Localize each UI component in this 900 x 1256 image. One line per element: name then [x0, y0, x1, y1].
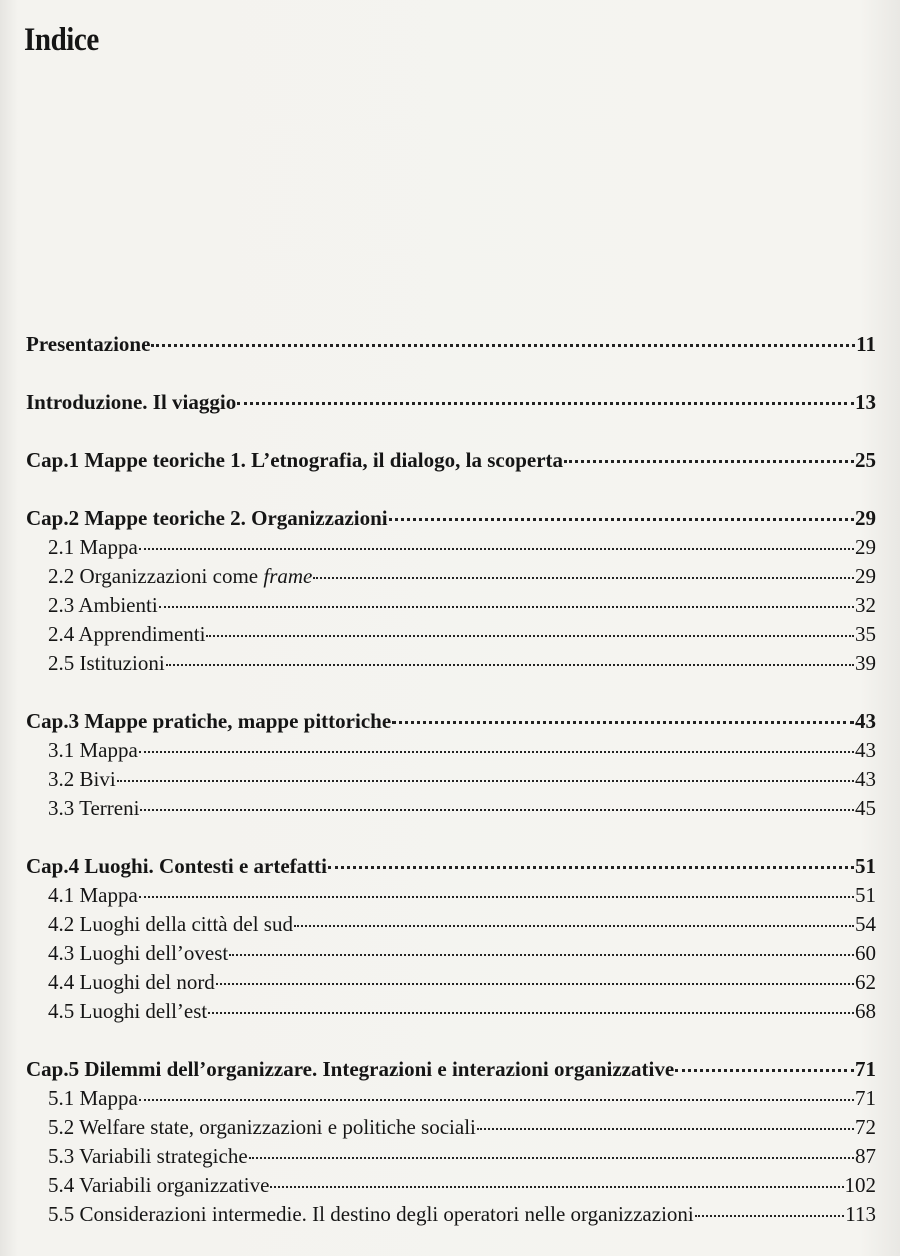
- table-of-contents: [26, 330, 876, 1229]
- toc-chapter-entry: [26, 504, 876, 533]
- toc-page-number: 60: [855, 941, 876, 965]
- toc-page-number: 113: [845, 1202, 876, 1226]
- toc-section-entry: [26, 562, 876, 591]
- toc-section-entry: [26, 881, 876, 910]
- toc-dot-leader: [140, 809, 854, 811]
- toc-entry-label: 5.1 Mappa: [48, 1086, 138, 1110]
- toc-section-entry: [26, 997, 876, 1026]
- toc-dot-leader: [139, 1099, 854, 1101]
- toc-dot-leader: [477, 1128, 854, 1130]
- toc-dot-leader: [675, 1069, 854, 1072]
- toc-dot-leader: [139, 548, 854, 550]
- toc-chapter-entry: [26, 852, 876, 881]
- toc-page-number: 43: [855, 767, 876, 791]
- toc-spacer: [26, 475, 876, 504]
- toc-entry-label: 4.5 Luoghi dell’est: [48, 999, 208, 1023]
- toc-dot-leader: [139, 751, 854, 753]
- toc-entry-label: 5.2 Welfare state, organizzazioni e politiche sociali: [48, 1115, 476, 1139]
- toc-entry-label: 3.1 Mappa: [48, 738, 138, 762]
- toc-page-number: 43: [855, 709, 876, 733]
- toc-dot-leader: [237, 402, 854, 405]
- toc-dot-leader: [216, 983, 854, 985]
- toc-entry-label: Cap.5 Dilemmi dell’organizzare. Integrazioni e interazioni organizzative: [26, 1057, 675, 1081]
- toc-section-entry: [26, 968, 876, 997]
- toc-dot-leader: [249, 1157, 854, 1159]
- toc-dot-leader: [392, 721, 854, 724]
- toc-page-number: 32: [855, 593, 876, 617]
- toc-chapter-entry: [26, 446, 876, 475]
- toc-dot-leader: [328, 866, 854, 869]
- toc-page-number: 29: [855, 535, 876, 559]
- toc-page-number: 51: [855, 854, 876, 878]
- toc-spacer: [26, 823, 876, 852]
- toc-page-number: 39: [855, 651, 876, 675]
- toc-section-entry: [26, 620, 876, 649]
- toc-page-number: 11: [856, 332, 876, 356]
- toc-dot-leader: [695, 1215, 845, 1217]
- toc-entry-label: 2.2 Organizzazioni come frame: [48, 564, 313, 588]
- toc-section-entry: [26, 939, 876, 968]
- toc-section-entry: [26, 736, 876, 765]
- toc-page-number: 87: [855, 1144, 876, 1168]
- toc-entry-label: 3.2 Bivi: [48, 767, 116, 791]
- toc-entry-label: Cap.1 Mappe teoriche 1. L’etnografia, il dialogo, la scoperta: [26, 448, 564, 472]
- toc-entry-label: Introduzione. Il viaggio: [26, 390, 237, 414]
- toc-dot-leader: [389, 518, 854, 521]
- toc-section-entry: [26, 1200, 876, 1229]
- toc-dot-leader: [564, 460, 854, 463]
- toc-entry-label: 5.4 Variabili organizzative: [48, 1173, 270, 1197]
- toc-page-number: 45: [855, 796, 876, 820]
- toc-section-entry: [26, 649, 876, 678]
- toc-entry-label: 2.5 Istituzioni: [48, 651, 165, 675]
- toc-section-entry: [26, 765, 876, 794]
- toc-dot-leader: [139, 896, 854, 898]
- toc-page-number: 71: [855, 1057, 876, 1081]
- toc-dot-leader: [151, 344, 855, 347]
- toc-chapter-entry: [26, 388, 876, 417]
- toc-page-number: 13: [855, 390, 876, 414]
- toc-dot-leader: [206, 635, 854, 637]
- toc-section-entry: [26, 533, 876, 562]
- toc-spacer: [26, 359, 876, 388]
- toc-entry-label: Cap.2 Mappe teoriche 2. Organizzazioni: [26, 506, 388, 530]
- toc-entry-label: 4.3 Luoghi dell’ovest: [48, 941, 229, 965]
- toc-page-number: 62: [855, 970, 876, 994]
- toc-chapter-entry: [26, 330, 876, 359]
- toc-dot-leader: [208, 1012, 854, 1014]
- toc-spacer: [26, 1026, 876, 1055]
- toc-page-number: 72: [855, 1115, 876, 1139]
- toc-chapter-entry: [26, 1055, 876, 1084]
- toc-section-entry: [26, 1142, 876, 1171]
- toc-entry-label: 5.3 Variabili strategiche: [48, 1144, 248, 1168]
- toc-dot-leader: [313, 577, 854, 579]
- toc-page-number: 51: [855, 883, 876, 907]
- toc-entry-label-italic: frame: [263, 564, 313, 588]
- toc-entry-label: 5.5 Considerazioni intermedie. Il destino degli operatori nelle organizzazioni: [48, 1202, 694, 1226]
- toc-spacer: [26, 678, 876, 707]
- toc-dot-leader: [294, 925, 854, 927]
- toc-entry-label: 2.1 Mappa: [48, 535, 138, 559]
- toc-dot-leader: [270, 1186, 843, 1188]
- toc-entry-label: 4.1 Mappa: [48, 883, 138, 907]
- toc-dot-leader: [166, 664, 854, 666]
- toc-section-entry: [26, 1113, 876, 1142]
- toc-spacer: [26, 417, 876, 446]
- toc-entry-label: Cap.3 Mappe pratiche, mappe pittoriche: [26, 709, 392, 733]
- toc-entry-label: 3.3 Terreni: [48, 796, 140, 820]
- toc-section-entry: [26, 794, 876, 823]
- toc-page-number: 68: [855, 999, 876, 1023]
- toc-page-number: 35: [855, 622, 876, 646]
- toc-dot-leader: [159, 606, 854, 608]
- toc-dot-leader: [229, 954, 854, 956]
- toc-page-number: 25: [855, 448, 876, 472]
- toc-page-number: 71: [855, 1086, 876, 1110]
- page-title: Indice: [24, 22, 99, 58]
- toc-entry-label: Presentazione: [26, 332, 151, 356]
- toc-page-number: 29: [855, 506, 876, 530]
- toc-page-number: 29: [855, 564, 876, 588]
- toc-entry-label: 4.2 Luoghi della città del sud: [48, 912, 293, 936]
- toc-section-entry: [26, 1171, 876, 1200]
- toc-page-number: 102: [844, 1173, 876, 1197]
- toc-section-entry: [26, 910, 876, 939]
- toc-chapter-entry: [26, 707, 876, 736]
- toc-page-number: 43: [855, 738, 876, 762]
- toc-entry-label: 2.3 Ambienti: [48, 593, 158, 617]
- toc-entry-label: 4.4 Luoghi del nord: [48, 970, 215, 994]
- toc-section-entry: [26, 1084, 876, 1113]
- toc-entry-label: Cap.4 Luoghi. Contesti e artefatti: [26, 854, 327, 878]
- toc-entry-label: 2.4 Apprendimenti: [48, 622, 206, 646]
- toc-section-entry: [26, 591, 876, 620]
- toc-page-number: 54: [855, 912, 876, 936]
- toc-dot-leader: [117, 780, 854, 782]
